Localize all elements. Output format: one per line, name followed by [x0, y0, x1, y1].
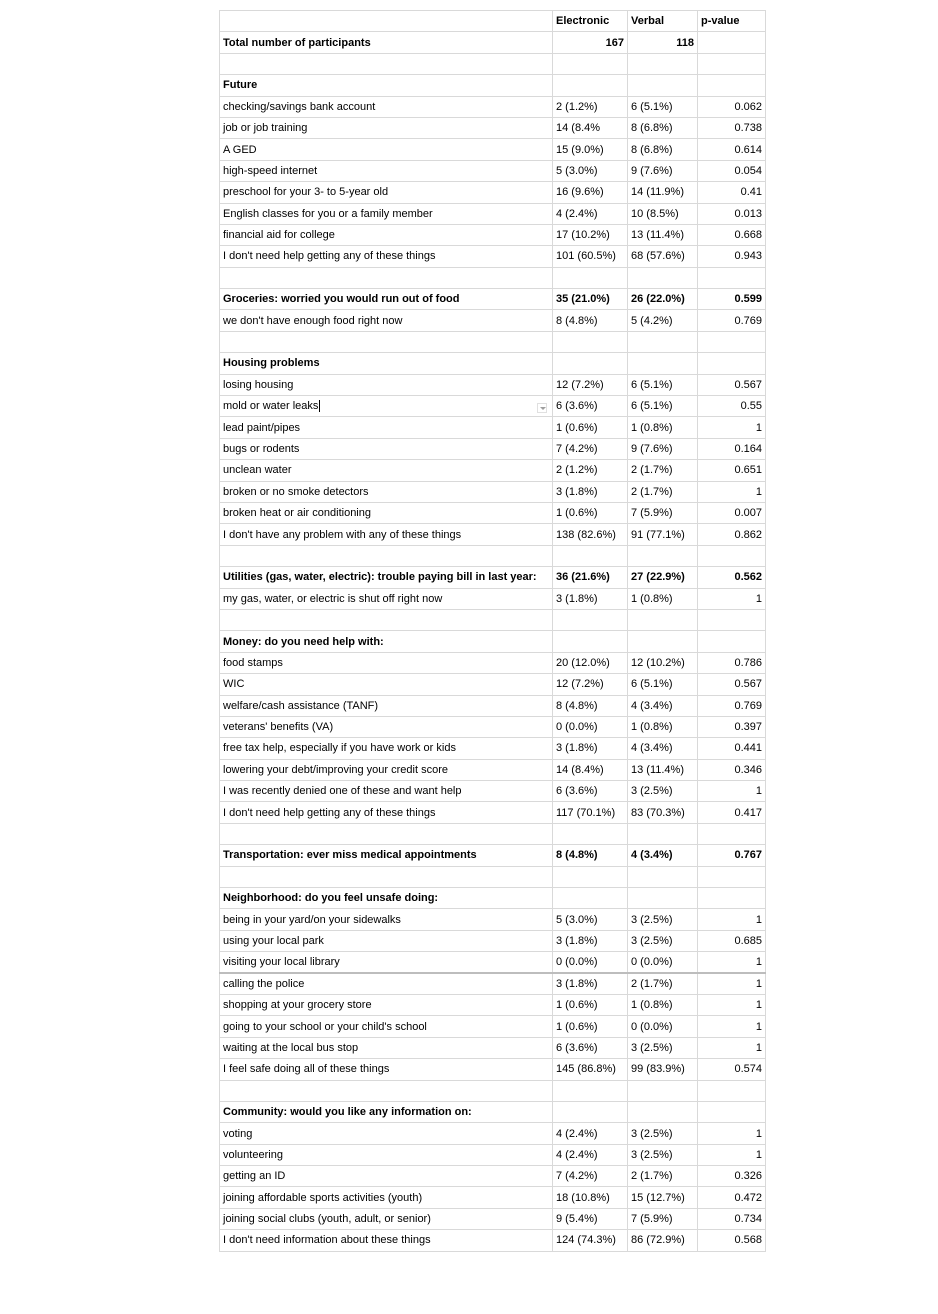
header-cell-p-value[interactable]: p-value — [698, 11, 766, 32]
verbal-cell[interactable] — [628, 1080, 698, 1101]
electronic-cell[interactable] — [553, 609, 628, 630]
label-cell[interactable] — [220, 609, 553, 630]
p-value-cell[interactable]: 1 — [698, 1016, 766, 1037]
p-value-cell[interactable]: 0.614 — [698, 139, 766, 160]
label-cell[interactable]: my gas, water, or electric is shut off right now — [220, 588, 553, 609]
electronic-cell[interactable]: 101 (60.5%) — [553, 246, 628, 267]
verbal-cell[interactable] — [628, 353, 698, 374]
label-cell[interactable]: volunteering — [220, 1144, 553, 1165]
electronic-cell[interactable] — [553, 545, 628, 566]
table-row — [220, 374, 766, 395]
table-row — [220, 888, 766, 909]
label-cell[interactable]: shopping at your grocery store — [220, 994, 553, 1015]
label-cell[interactable]: checking/savings bank account — [220, 96, 553, 117]
electronic-cell[interactable]: 16 (9.6%) — [553, 182, 628, 203]
table-row — [220, 460, 766, 481]
verbal-cell[interactable]: 1 (0.8%) — [628, 994, 698, 1015]
electronic-cell[interactable]: 4 (2.4%) — [553, 1123, 628, 1144]
table-row — [220, 438, 766, 459]
electronic-cell[interactable]: 124 (74.3%) — [553, 1230, 628, 1251]
verbal-cell[interactable] — [628, 866, 698, 887]
p-value-cell[interactable]: 1 — [698, 1123, 766, 1144]
table-row — [220, 909, 766, 930]
label-cell[interactable]: I was recently denied one of these and want help — [220, 781, 553, 802]
label-cell[interactable]: going to your school or your child's school — [220, 1016, 553, 1037]
electronic-cell[interactable] — [553, 888, 628, 909]
p-value-cell[interactable]: 0.568 — [698, 1230, 766, 1251]
label-cell[interactable] — [220, 396, 553, 417]
label-cell[interactable]: Neighborhood: do you feel unsafe doing: — [220, 888, 553, 909]
label-cell[interactable]: Groceries: worried you would run out of food — [220, 289, 553, 310]
electronic-cell[interactable] — [553, 75, 628, 96]
table-row — [220, 160, 766, 181]
table-row — [220, 652, 766, 673]
verbal-cell[interactable]: 6 (5.1%) — [628, 674, 698, 695]
label-cell[interactable]: financial aid for college — [220, 224, 553, 245]
table-row — [220, 1101, 766, 1122]
electronic-cell[interactable] — [553, 331, 628, 352]
label-cell[interactable]: welfare/cash assistance (TANF) — [220, 695, 553, 716]
label-cell[interactable]: I don't have any problem with any of these things — [220, 524, 553, 545]
label-cell[interactable]: Utilities (gas, water, electric): trouble paying bill in last year: — [220, 567, 553, 588]
electronic-cell[interactable] — [553, 267, 628, 288]
verbal-cell[interactable]: 6 (5.1%) — [628, 396, 698, 417]
label-cell[interactable]: calling the police — [220, 973, 553, 994]
label-cell[interactable] — [220, 53, 553, 74]
p-value-cell[interactable]: 0.472 — [698, 1187, 766, 1208]
p-value-cell[interactable]: 1 — [698, 588, 766, 609]
verbal-cell[interactable]: 9 (7.6%) — [628, 160, 698, 181]
p-value-cell[interactable]: 1 — [698, 417, 766, 438]
p-value-cell[interactable]: 0.767 — [698, 845, 766, 866]
electronic-cell[interactable]: 14 (8.4%) — [553, 759, 628, 780]
electronic-cell[interactable]: 6 (3.6%) — [553, 396, 628, 417]
p-value-cell[interactable]: 0.651 — [698, 460, 766, 481]
table-row — [220, 716, 766, 737]
electronic-cell[interactable]: 1 (0.6%) — [553, 502, 628, 523]
p-value-cell[interactable] — [698, 609, 766, 630]
label-cell[interactable]: lowering your debt/improving your credit score — [220, 759, 553, 780]
verbal-cell[interactable]: 3 (2.5%) — [628, 909, 698, 930]
table-row — [220, 267, 766, 288]
table-row — [220, 695, 766, 716]
p-value-cell[interactable]: 0.769 — [698, 695, 766, 716]
label-cell[interactable]: job or job training — [220, 117, 553, 138]
verbal-cell[interactable]: 3 (2.5%) — [628, 781, 698, 802]
p-value-cell[interactable]: 0.562 — [698, 567, 766, 588]
table-row — [220, 1016, 766, 1037]
electronic-cell[interactable]: 0 (0.0%) — [553, 716, 628, 737]
p-value-cell[interactable] — [698, 1101, 766, 1122]
verbal-cell[interactable] — [628, 267, 698, 288]
table-row — [220, 310, 766, 331]
p-value-cell[interactable]: 0.054 — [698, 160, 766, 181]
verbal-cell[interactable]: 15 (12.7%) — [628, 1187, 698, 1208]
p-value-cell[interactable]: 0.862 — [698, 524, 766, 545]
verbal-cell[interactable]: 3 (2.5%) — [628, 1123, 698, 1144]
p-value-cell[interactable]: 0.417 — [698, 802, 766, 823]
table-row — [220, 930, 766, 951]
p-value-cell[interactable]: 1 — [698, 1144, 766, 1165]
label-cell[interactable] — [220, 267, 553, 288]
verbal-cell[interactable]: 3 (2.5%) — [628, 1037, 698, 1058]
table-row — [220, 417, 766, 438]
electronic-cell[interactable]: 1 (0.6%) — [553, 417, 628, 438]
label-cell[interactable]: being in your yard/on your sidewalks — [220, 909, 553, 930]
electronic-cell[interactable] — [553, 53, 628, 74]
electronic-cell[interactable]: 145 (86.8%) — [553, 1059, 628, 1080]
electronic-cell[interactable]: 5 (3.0%) — [553, 909, 628, 930]
table-row — [220, 1037, 766, 1058]
label-cell[interactable]: Future — [220, 75, 553, 96]
table-row — [220, 117, 766, 138]
electronic-cell[interactable]: 2 (1.2%) — [553, 96, 628, 117]
table-row — [220, 545, 766, 566]
label-cell[interactable]: I don't need help getting any of these things — [220, 802, 553, 823]
electronic-cell[interactable]: 3 (1.8%) — [553, 588, 628, 609]
table-row — [220, 1144, 766, 1165]
label-cell[interactable]: Money: do you need help with: — [220, 631, 553, 652]
electronic-cell[interactable]: 3 (1.8%) — [553, 973, 628, 994]
electronic-cell[interactable]: 7 (4.2%) — [553, 1166, 628, 1187]
label-cell[interactable]: preschool for your 3- to 5-year old — [220, 182, 553, 203]
verbal-cell[interactable]: 1 (0.8%) — [628, 716, 698, 737]
table-row — [220, 331, 766, 352]
verbal-cell[interactable]: 1 (0.8%) — [628, 588, 698, 609]
table-row — [220, 289, 766, 310]
p-value-cell[interactable]: 0.346 — [698, 759, 766, 780]
table-row — [220, 1166, 766, 1187]
p-value-cell[interactable]: 1 — [698, 1037, 766, 1058]
label-cell[interactable]: voting — [220, 1123, 553, 1144]
verbal-cell[interactable]: 10 (8.5%) — [628, 203, 698, 224]
table-row — [220, 738, 766, 759]
spreadsheet-grid — [219, 10, 766, 1252]
p-value-cell[interactable]: 0.55 — [698, 396, 766, 417]
p-value-cell[interactable]: 0.769 — [698, 310, 766, 331]
p-value-cell[interactable]: 0.574 — [698, 1059, 766, 1080]
electronic-cell[interactable]: 20 (12.0%) — [553, 652, 628, 673]
electronic-cell[interactable]: 3 (1.8%) — [553, 930, 628, 951]
verbal-cell[interactable]: 2 (1.7%) — [628, 973, 698, 994]
label-cell[interactable] — [220, 331, 553, 352]
label-cell[interactable]: joining social clubs (youth, adult, or senior) — [220, 1208, 553, 1229]
table-row — [220, 246, 766, 267]
verbal-cell[interactable]: 4 (3.4%) — [628, 738, 698, 759]
verbal-cell[interactable]: 9 (7.6%) — [628, 438, 698, 459]
label-cell[interactable]: I don't need help getting any of these things — [220, 246, 553, 267]
p-value-cell[interactable]: 0.007 — [698, 502, 766, 523]
p-value-cell[interactable]: 0.41 — [698, 182, 766, 203]
verbal-cell[interactable] — [628, 1101, 698, 1122]
electronic-cell[interactable]: 12 (7.2%) — [553, 674, 628, 695]
label-cell[interactable]: I feel safe doing all of these things — [220, 1059, 553, 1080]
label-cell[interactable]: Total number of participants — [220, 32, 553, 53]
electronic-cell[interactable]: 1 (0.6%) — [553, 994, 628, 1015]
electronic-cell[interactable]: 6 (3.6%) — [553, 1037, 628, 1058]
active-cell-text: mold or water leaks — [223, 400, 319, 413]
label-cell[interactable]: bugs or rodents — [220, 438, 553, 459]
verbal-cell[interactable]: 0 (0.0%) — [628, 1016, 698, 1037]
verbal-cell[interactable] — [628, 75, 698, 96]
verbal-cell[interactable]: 3 (2.5%) — [628, 930, 698, 951]
electronic-cell[interactable]: 167 — [553, 32, 628, 53]
label-cell[interactable]: losing housing — [220, 374, 553, 395]
table-row — [220, 994, 766, 1015]
p-value-cell[interactable] — [698, 888, 766, 909]
electronic-cell[interactable]: 3 (1.8%) — [553, 481, 628, 502]
electronic-cell[interactable]: 3 (1.8%) — [553, 738, 628, 759]
table-row — [220, 481, 766, 502]
p-value-cell[interactable] — [698, 331, 766, 352]
p-value-cell[interactable] — [698, 545, 766, 566]
header-cell-electronic[interactable]: Electronic — [553, 11, 628, 32]
electronic-cell[interactable] — [553, 866, 628, 887]
electronic-cell[interactable]: 17 (10.2%) — [553, 224, 628, 245]
electronic-cell[interactable]: 8 (4.8%) — [553, 310, 628, 331]
p-value-cell[interactable]: 0.062 — [698, 96, 766, 117]
verbal-cell[interactable]: 2 (1.7%) — [628, 481, 698, 502]
chevron-down-icon[interactable] — [537, 403, 547, 413]
p-value-cell[interactable]: 0.441 — [698, 738, 766, 759]
electronic-cell[interactable] — [553, 1080, 628, 1101]
table-row — [220, 396, 766, 417]
verbal-cell[interactable]: 13 (11.4%) — [628, 759, 698, 780]
p-value-cell[interactable]: 0.943 — [698, 246, 766, 267]
verbal-cell[interactable]: 8 (6.8%) — [628, 139, 698, 160]
table-row — [220, 802, 766, 823]
verbal-cell[interactable]: 2 (1.7%) — [628, 460, 698, 481]
p-value-cell[interactable] — [698, 866, 766, 887]
verbal-cell[interactable]: 14 (11.9%) — [628, 182, 698, 203]
verbal-cell[interactable]: 4 (3.4%) — [628, 845, 698, 866]
label-cell[interactable]: getting an ID — [220, 1166, 553, 1187]
table-row — [220, 823, 766, 844]
p-value-cell[interactable]: 0.326 — [698, 1166, 766, 1187]
label-cell[interactable]: broken heat or air conditioning — [220, 502, 553, 523]
p-value-cell[interactable]: 0.567 — [698, 374, 766, 395]
label-cell[interactable] — [220, 866, 553, 887]
p-value-cell[interactable]: 0.734 — [698, 1208, 766, 1229]
verbal-cell[interactable]: 3 (2.5%) — [628, 1144, 698, 1165]
table-row — [220, 203, 766, 224]
table-row — [220, 1230, 766, 1251]
verbal-cell[interactable]: 27 (22.9%) — [628, 567, 698, 588]
electronic-cell[interactable] — [553, 823, 628, 844]
label-cell[interactable]: food stamps — [220, 652, 553, 673]
p-value-cell[interactable]: 0.397 — [698, 716, 766, 737]
p-value-cell[interactable]: 0.738 — [698, 117, 766, 138]
electronic-cell[interactable]: 9 (5.4%) — [553, 1208, 628, 1229]
p-value-cell[interactable]: 1 — [698, 781, 766, 802]
table-row — [220, 1123, 766, 1144]
verbal-cell[interactable] — [628, 631, 698, 652]
electronic-cell[interactable]: 4 (2.4%) — [553, 203, 628, 224]
table-row — [220, 759, 766, 780]
electronic-cell[interactable]: 1 (0.6%) — [553, 1016, 628, 1037]
label-cell[interactable]: WIC — [220, 674, 553, 695]
label-cell[interactable]: visiting your local library — [220, 952, 553, 973]
electronic-cell[interactable]: 0 (0.0%) — [553, 952, 628, 973]
p-value-cell[interactable]: 0.164 — [698, 438, 766, 459]
label-cell[interactable]: lead paint/pipes — [220, 417, 553, 438]
verbal-cell[interactable]: 2 (1.7%) — [628, 1166, 698, 1187]
verbal-cell[interactable]: 8 (6.8%) — [628, 117, 698, 138]
electronic-cell[interactable]: 18 (10.8%) — [553, 1187, 628, 1208]
label-cell[interactable]: we don't have enough food right now — [220, 310, 553, 331]
verbal-cell[interactable]: 91 (77.1%) — [628, 524, 698, 545]
electronic-cell[interactable]: 5 (3.0%) — [553, 160, 628, 181]
active-cell-editor[interactable] — [223, 400, 549, 412]
electronic-cell[interactable]: 36 (21.6%) — [553, 567, 628, 588]
electronic-cell[interactable] — [553, 1101, 628, 1122]
table-row — [220, 353, 766, 374]
p-value-cell[interactable] — [698, 75, 766, 96]
p-value-cell[interactable]: 0.599 — [698, 289, 766, 310]
table-row — [220, 1208, 766, 1229]
label-cell[interactable]: high-speed internet — [220, 160, 553, 181]
verbal-cell[interactable] — [628, 888, 698, 909]
verbal-cell[interactable]: 13 (11.4%) — [628, 224, 698, 245]
table-row — [220, 567, 766, 588]
table-row — [220, 866, 766, 887]
table-row — [220, 502, 766, 523]
p-value-cell[interactable]: 1 — [698, 952, 766, 973]
table-row — [220, 845, 766, 866]
electronic-cell[interactable]: 12 (7.2%) — [553, 374, 628, 395]
verbal-cell[interactable]: 99 (83.9%) — [628, 1059, 698, 1080]
table-row — [220, 1059, 766, 1080]
table-row — [220, 96, 766, 117]
p-value-cell[interactable]: 1 — [698, 973, 766, 994]
electronic-cell[interactable] — [553, 353, 628, 374]
p-value-cell[interactable]: 0.013 — [698, 203, 766, 224]
label-cell[interactable]: I don't need information about these things — [220, 1230, 553, 1251]
label-cell[interactable]: Housing problems — [220, 353, 553, 374]
table-row — [220, 631, 766, 652]
electronic-cell[interactable]: 7 (4.2%) — [553, 438, 628, 459]
label-cell[interactable]: broken or no smoke detectors — [220, 481, 553, 502]
p-value-cell[interactable]: 1 — [698, 481, 766, 502]
p-value-cell[interactable]: 1 — [698, 994, 766, 1015]
table-row — [220, 75, 766, 96]
verbal-cell[interactable]: 6 (5.1%) — [628, 96, 698, 117]
table-row — [220, 139, 766, 160]
verbal-cell[interactable]: 4 (3.4%) — [628, 695, 698, 716]
p-value-cell[interactable] — [698, 267, 766, 288]
header-cell-verbal[interactable]: Verbal — [628, 11, 698, 32]
table-row — [220, 32, 766, 53]
electronic-cell[interactable]: 8 (4.8%) — [553, 695, 628, 716]
header-row — [220, 11, 766, 32]
label-cell[interactable] — [220, 1080, 553, 1101]
electronic-cell[interactable]: 15 (9.0%) — [553, 139, 628, 160]
verbal-cell[interactable]: 0 (0.0%) — [628, 952, 698, 973]
label-cell[interactable]: unclean water — [220, 460, 553, 481]
header-cell-label[interactable] — [220, 11, 553, 32]
p-value-cell[interactable] — [698, 53, 766, 74]
p-value-cell[interactable]: 1 — [698, 909, 766, 930]
p-value-cell[interactable]: 0.786 — [698, 652, 766, 673]
text-cursor — [319, 400, 320, 412]
electronic-cell[interactable]: 8 (4.8%) — [553, 845, 628, 866]
table-row — [220, 1187, 766, 1208]
verbal-cell[interactable]: 26 (22.0%) — [628, 289, 698, 310]
label-cell[interactable]: using your local park — [220, 930, 553, 951]
table-row — [220, 53, 766, 74]
label-cell[interactable]: free tax help, especially if you have work or kids — [220, 738, 553, 759]
electronic-cell[interactable]: 6 (3.6%) — [553, 781, 628, 802]
electronic-cell[interactable]: 35 (21.0%) — [553, 289, 628, 310]
label-cell[interactable]: veterans' benefits (VA) — [220, 716, 553, 737]
verbal-cell[interactable]: 86 (72.9%) — [628, 1230, 698, 1251]
table-row — [220, 524, 766, 545]
p-value-cell[interactable]: 0.668 — [698, 224, 766, 245]
verbal-cell[interactable]: 68 (57.6%) — [628, 246, 698, 267]
electronic-cell[interactable]: 2 (1.2%) — [553, 460, 628, 481]
table-row — [220, 588, 766, 609]
verbal-cell[interactable]: 12 (10.2%) — [628, 652, 698, 673]
verbal-cell[interactable] — [628, 331, 698, 352]
verbal-cell[interactable]: 7 (5.9%) — [628, 1208, 698, 1229]
verbal-cell[interactable]: 83 (70.3%) — [628, 802, 698, 823]
table-row — [220, 609, 766, 630]
verbal-cell[interactable]: 1 (0.8%) — [628, 417, 698, 438]
electronic-cell[interactable]: 138 (82.6%) — [553, 524, 628, 545]
label-cell[interactable]: Transportation: ever miss medical appointments — [220, 845, 553, 866]
p-value-cell[interactable] — [698, 32, 766, 53]
label-cell[interactable] — [220, 823, 553, 844]
electronic-cell[interactable] — [553, 631, 628, 652]
table-row — [220, 1080, 766, 1101]
verbal-cell[interactable] — [628, 823, 698, 844]
p-value-cell[interactable] — [698, 631, 766, 652]
label-cell[interactable]: A GED — [220, 139, 553, 160]
table-row — [220, 224, 766, 245]
p-value-cell[interactable]: 0.685 — [698, 930, 766, 951]
label-cell[interactable]: English classes for you or a family member — [220, 203, 553, 224]
label-cell[interactable]: waiting at the local bus stop — [220, 1037, 553, 1058]
table-row — [220, 674, 766, 695]
electronic-cell[interactable]: 4 (2.4%) — [553, 1144, 628, 1165]
table-row — [220, 952, 766, 973]
electronic-cell[interactable]: 14 (8.4% — [553, 117, 628, 138]
label-cell[interactable] — [220, 545, 553, 566]
table-row — [220, 182, 766, 203]
verbal-cell[interactable]: 118 — [628, 32, 698, 53]
p-value-cell[interactable]: 0.567 — [698, 674, 766, 695]
p-value-cell[interactable] — [698, 823, 766, 844]
verbal-cell[interactable] — [628, 545, 698, 566]
verbal-cell[interactable]: 7 (5.9%) — [628, 502, 698, 523]
label-cell[interactable]: Community: would you like any information on: — [220, 1101, 553, 1122]
table-row — [220, 973, 766, 994]
p-value-cell[interactable] — [698, 353, 766, 374]
verbal-cell[interactable] — [628, 53, 698, 74]
electronic-cell[interactable]: 117 (70.1%) — [553, 802, 628, 823]
table-row — [220, 781, 766, 802]
label-cell[interactable]: joining affordable sports activities (youth) — [220, 1187, 553, 1208]
verbal-cell[interactable]: 6 (5.1%) — [628, 374, 698, 395]
verbal-cell[interactable]: 5 (4.2%) — [628, 310, 698, 331]
p-value-cell[interactable] — [698, 1080, 766, 1101]
verbal-cell[interactable] — [628, 609, 698, 630]
